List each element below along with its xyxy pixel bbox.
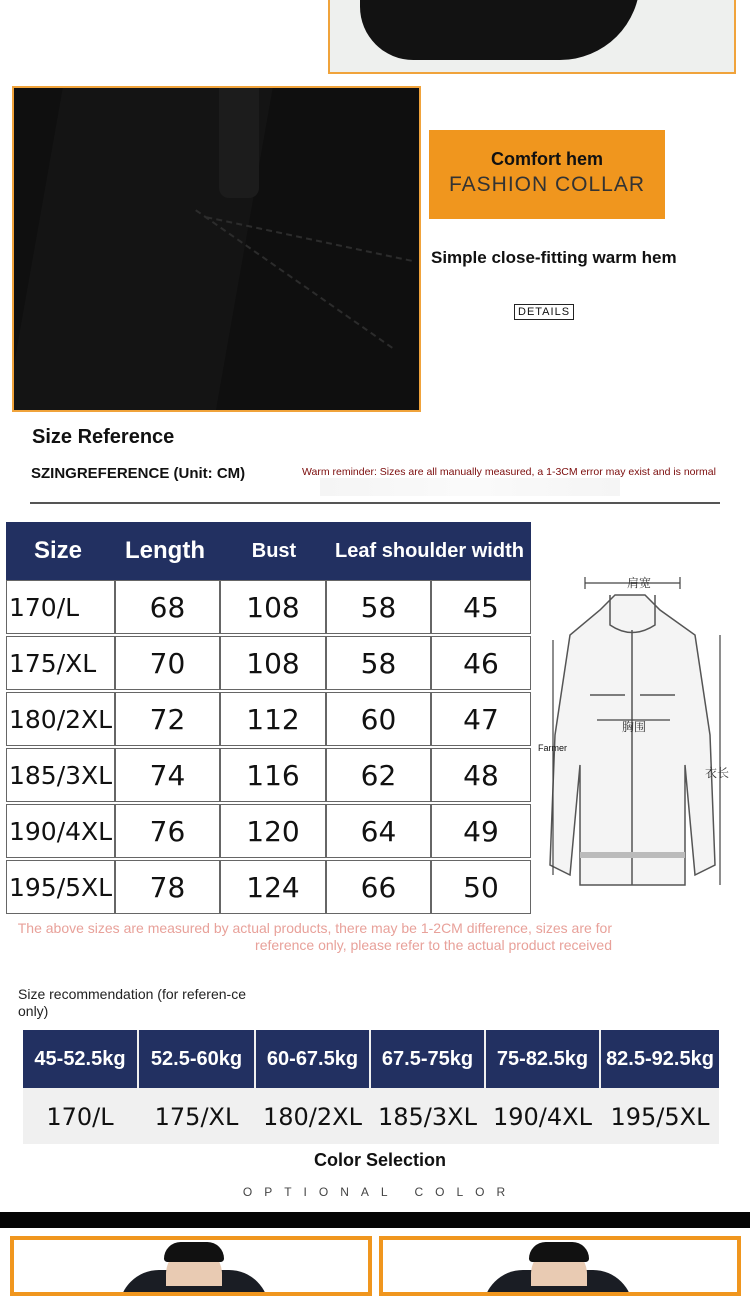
recommended-size-cell: 180/2XL bbox=[263, 1103, 362, 1131]
measure-cell: 120 bbox=[220, 804, 326, 858]
measure-cell: 116 bbox=[220, 748, 326, 802]
recommended-size-cell: 185/3XL bbox=[378, 1103, 477, 1131]
feature-subtitle: FASHION COLLAR bbox=[448, 173, 646, 196]
diagram-mark-bust: 胸围 bbox=[622, 720, 647, 734]
unit-title: SZINGREFERENCE (Unit: CM) bbox=[31, 465, 246, 482]
model-hair bbox=[164, 1242, 224, 1262]
measure-cell: 47 bbox=[431, 692, 531, 746]
table-row bbox=[6, 804, 531, 860]
size-cell: 185/3XL bbox=[6, 748, 115, 802]
size-note: The above sizes are measured by actual products, there may be 1-2CM difference, sizes are for reference only, please refer to the actual product received bbox=[17, 920, 612, 953]
recommendation-table bbox=[23, 1030, 719, 1144]
optional-color-subtitle: OPTIONAL COLOR bbox=[242, 1185, 518, 1199]
measure-cell: 58 bbox=[326, 636, 431, 690]
diagram-mark-shoulder: 肩宽 bbox=[627, 576, 652, 590]
details-tag: DETAILS bbox=[514, 304, 574, 320]
table-row bbox=[6, 692, 531, 748]
header-bust: Bust bbox=[220, 522, 328, 580]
recommended-size-cell: 170/L bbox=[46, 1103, 114, 1131]
jacket-diagram bbox=[535, 555, 750, 915]
measure-cell: 48 bbox=[431, 748, 531, 802]
section-band bbox=[0, 1212, 750, 1228]
measure-cell: 74 bbox=[115, 748, 220, 802]
table-row bbox=[6, 580, 531, 636]
measure-cell: 46 bbox=[431, 636, 531, 690]
diagram-mark-length: 衣长 bbox=[705, 766, 730, 780]
recommended-size-cell: 190/4XL bbox=[493, 1103, 592, 1131]
weight-cell: 75-82.5kg bbox=[486, 1030, 599, 1088]
measure-cell: 70 bbox=[115, 636, 220, 690]
measure-cell: 78 bbox=[115, 860, 220, 914]
weight-cell: 82.5-92.5kg bbox=[601, 1030, 719, 1088]
measure-cell: 66 bbox=[326, 860, 431, 914]
weight-cell: 52.5-60kg bbox=[139, 1030, 254, 1088]
measure-cell: 72 bbox=[115, 692, 220, 746]
measure-cell: 60 bbox=[326, 692, 431, 746]
measure-cell: 76 bbox=[115, 804, 220, 858]
table-row bbox=[6, 748, 531, 804]
recommended-size-cell: 175/XL bbox=[154, 1103, 239, 1131]
size-cell: 180/2XL bbox=[6, 692, 115, 746]
weight-cell: 67.5-75kg bbox=[371, 1030, 484, 1088]
measure-cell: 58 bbox=[326, 580, 431, 634]
ghost-text-band bbox=[320, 478, 620, 496]
size-cell: 175/XL bbox=[6, 636, 115, 690]
header-length: Length bbox=[110, 522, 220, 580]
measure-cell: 68 bbox=[115, 580, 220, 634]
model-hair bbox=[529, 1242, 589, 1262]
jacket-fabric bbox=[360, 0, 640, 60]
size-cell: 195/5XL bbox=[6, 860, 115, 914]
color-selection-title: Color Selection bbox=[313, 1150, 447, 1170]
color-option-card[interactable] bbox=[10, 1236, 372, 1296]
size-table bbox=[6, 522, 531, 914]
weight-cell: 45-52.5kg bbox=[23, 1030, 137, 1088]
size-cell: 190/4XL bbox=[6, 804, 115, 858]
feature-box bbox=[429, 130, 665, 219]
recommended-size-cell: 195/5XL bbox=[610, 1103, 710, 1131]
divider bbox=[30, 502, 720, 504]
zipper-placket bbox=[219, 88, 259, 198]
measure-cell: 124 bbox=[220, 860, 326, 914]
feature-title: Comfort hem bbox=[491, 149, 603, 169]
hem-description: Simple close-fitting warm hem bbox=[431, 248, 677, 267]
color-option-card[interactable] bbox=[379, 1236, 741, 1296]
measure-cell: 108 bbox=[220, 636, 326, 690]
weight-cell: 60-67.5kg bbox=[256, 1030, 369, 1088]
diagram-label: Farmer bbox=[538, 743, 567, 753]
warm-reminder: Warm reminder: Sizes are all manually measured, a 1-3CM error may exist and is normal bbox=[302, 466, 716, 478]
product-photo-top bbox=[328, 0, 736, 74]
table-row bbox=[6, 860, 531, 916]
table-row bbox=[6, 636, 531, 692]
measure-cell: 50 bbox=[431, 860, 531, 914]
header-size: Size bbox=[6, 522, 110, 580]
hem-detail-photo bbox=[12, 86, 421, 412]
recommendation-title: Size recommendation (for referen-ce only) bbox=[18, 986, 246, 1019]
measure-cell: 112 bbox=[220, 692, 326, 746]
measure-cell: 108 bbox=[220, 580, 326, 634]
measure-cell: 64 bbox=[326, 804, 431, 858]
size-cell: 170/L bbox=[6, 580, 115, 634]
header-shoulder: Leaf shoulder width bbox=[328, 522, 531, 580]
measure-cell: 49 bbox=[431, 804, 531, 858]
measure-cell: 62 bbox=[326, 748, 431, 802]
size-reference-title: Size Reference bbox=[32, 426, 175, 448]
measure-cell: 45 bbox=[431, 580, 531, 634]
